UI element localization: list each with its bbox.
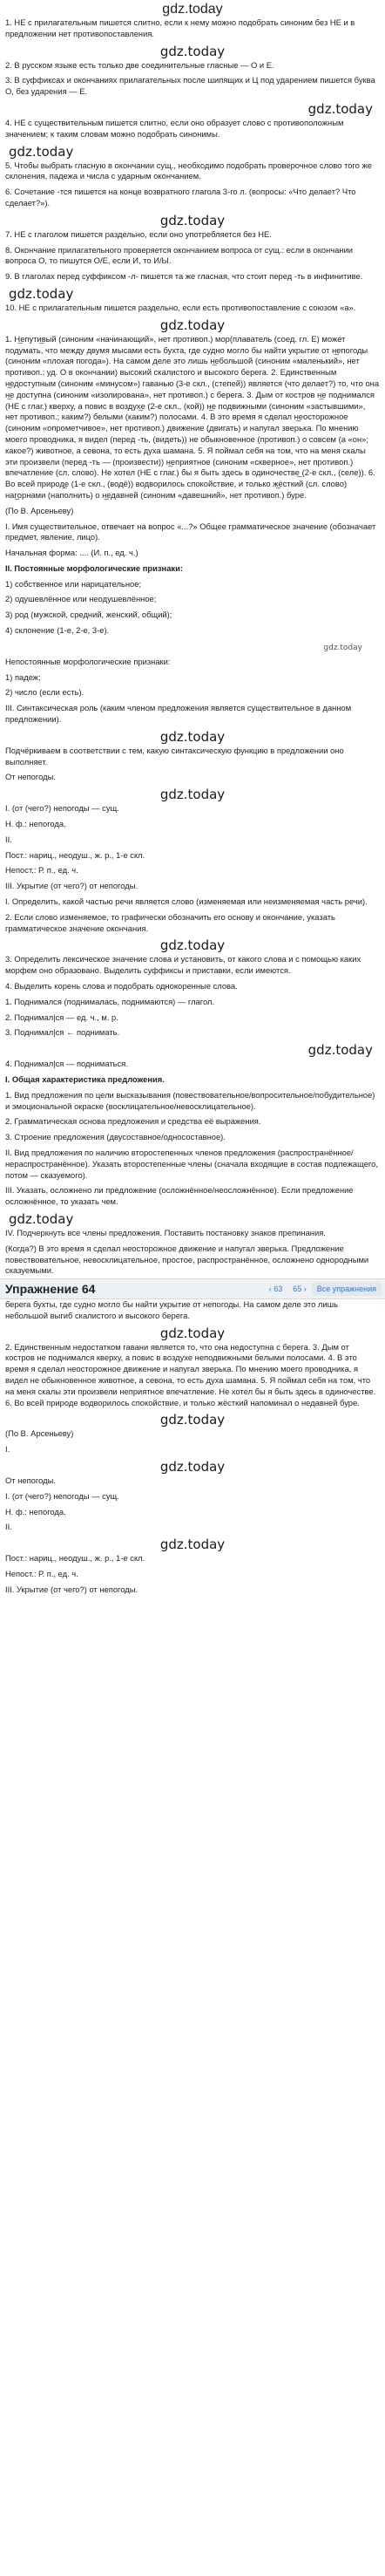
morph-line-6: III. Укрытие (от чего?) от непогоды. [5,1584,138,1594]
watermark: gdz.today [159,212,226,228]
exercise-answer [0,17,385,1277]
prev-exercise-label: 63 [274,1285,283,1293]
watermark: gdz.today [307,100,373,117]
text-part-2: 2. Единственным недостатком гавани является то, что она недоступна с берега. 3. Дым от костров не поднимался кверху, а повис в воздухе неподвижными белыми полосами. 4. В это время я сделал неосторожное движение и напугал зверька. По мнению моего проводника, я видел не обыкновенное животное, а севона, то есть духа шамана. 5. Я поймал себя на том, что на меня скалы эти произвели неприятное впечатление. Не хотел бы я быть здесь в одиночестве. 6. Во всей природе водворилось спокойствие, и только жёсткий напоминал о недавней буре. [5,1341,376,1407]
watermark: gdz.today [159,1325,226,1341]
morph-line-2: Н. ф.: непогода. [5,1506,66,1516]
morph-plan-7: 4) склонение (1-е, 2-е, 3-е). [5,625,110,636]
syntax-plan-6: IV. Подчеркнуть все члены предложения. Поставить постановку знаков препинания. [5,1227,326,1237]
morph-plan-3: II. Постоянные морфологические признаки: [5,562,184,573]
syntax-plan-title: I. Общая характеристика предложения. [5,1074,165,1084]
watermark: gdz.today [159,787,226,803]
morph-line-3: II. [5,1522,12,1532]
morph-word: От непогоды. [5,1475,56,1485]
morph-plan-2: Начальная форма: .... (И. п., ед. ч.) [5,548,138,558]
morph-example-1: От непогоды. [5,772,56,782]
watermark: gdz.today [159,1458,226,1475]
watermark: gdz.today [323,643,362,652]
rule-5: 5. Чтобы выбрать гласную в окончании сущ., необходимо подобрать проверочное слово того же склонения, падежа и числа с ударным окончанием. [5,160,372,181]
morph-plan-1: I. Имя существительное, отвечает на вопрос «...?» Общее грамматическое значение (обозначает предмет, явление, лицо). [5,521,376,542]
watermark: gdz.today [159,1412,226,1428]
watermark: gdz.today [159,43,226,59]
syntax-plan-2: 2. Грамматическая основа предложения и средства её выражения. [5,1116,261,1127]
morph-example-3: Н. ф.: непогода. [5,819,66,829]
section-label: I. [5,1444,10,1455]
rule-6: 6. Сочетание -тся пишется на конце возвратного глагола 3-го л. (вопросы: «Что делает? Что сделает?»). [5,187,356,208]
word-example-1: 1. Поднимался (поднималась, поднимаются) — глагол. [5,996,215,1006]
morph-example-6: Непост.: Р. п., ед. ч. [5,865,78,876]
syntax-plan-4: II. Вид предложения по наличию второстепенных членов предложения (распространённое/нераспространённое). Указать второстепенные члены (сначала входящие в состав подлежащего, потом — сказуемого). [5,1147,378,1180]
morph-line-4: Пост.: нариц., неодуш., ж. р., 1-е скл. [5,1553,145,1564]
exercise-title: Упражнение 64 [5,1282,96,1296]
morph-example-7: III. Укрытие (от чего?) от непогоды. [5,881,138,891]
rule-7: 7. НЕ с глаголом пишется раздельно, если оно употребляется без НЕ. [5,228,272,239]
word-example-3: 3. Поднимал|ся ← поднимать. [5,1027,120,1038]
author-note: (По В. Арсеньеву) [5,1428,74,1439]
word-plan-2: 2. Если слово изменяемое, то графически обозначить его основу и окончание, указать грамматическое значение окончания. [5,911,335,933]
site-logo[interactable]: gdz.today [162,2,223,17]
author-note: (По В. Арсеньеву) [5,505,74,515]
prev-exercise-link[interactable]: ‹ 63 [268,1285,283,1293]
syntax-plan-3: 3. Строение предложения (двусоставное/односоставное). [5,1132,226,1142]
rule-3: 3. В суффиксах и окончаниях прилагательных после шипящих и Ц под ударением пишется буква О, без ударения — Е. [5,75,375,97]
morph-plan-6: 3) род (мужской, средний, женский, общий); [5,610,172,620]
watermark: gdz.today [159,937,226,954]
morph-plan-11: III. Синтаксическая роль (каким членом предложения является существительное в данном предложении). [5,703,352,725]
next-exercise-link[interactable]: 65 › [293,1285,307,1293]
watermark: gdz.today [9,143,74,160]
syntax-plan-5: III. Указать, осложнено ли предложение (осложнённое/неосложнённое). Если предложение осложнённое, то указать чем. [5,1185,354,1207]
syntax-example: (Когда?) В это время я сделал неосторожное движение и напугал зверька. Предложение повествовательное, невосклицательное, простое, распространённое, осложнено однородными сказуемыми. [5,1243,369,1276]
exercise-nav [0,1278,385,1299]
word-example-2: 2. Поднимал|ся — ед. ч., м. р. [5,1012,118,1022]
morph-plan-12: Подчёркиваем в соответствии с тем, какую синтаксическую функцию в предложении оно выполняет. [5,745,344,767]
morph-line-1: I. (от (чего?) непогоды — сущ. [5,1490,119,1501]
syntax-plan-1: 1. Вид предложения по цели высказывания (повествовательное/вопросительное/побудительное) и эмоциональной окраске (восклицательное/невосклицательное). [5,1089,375,1111]
rule-1: 1. НЕ с прилагательным пишется слитно, если к нему можно подобрать синоним без НЕ и в предложении нет противопоставления. [5,17,355,38]
morph-example-4: II. [5,834,12,844]
watermark: gdz.today [159,728,226,745]
morph-line-5: Непост.: Р. п., ед. ч. [5,1568,78,1578]
rule-4: 4. НЕ с существительным пишется слитно, если оно образует слово с противоположным значением; к таким словам можно подобрать синонимы. [5,117,344,139]
rule-2: 2. В русском языке есть только две соединительные гласные — О и Е. [5,59,274,70]
word-plan-1: I. Определить, какой частью речи является слово (изменяемая или неизменяемая часть речи). [5,896,368,907]
next-exercise-label: 65 [293,1285,302,1293]
watermark: gdz.today [159,1537,226,1553]
word-example-4: 4. Поднимал|ся — подниматься. [5,1059,128,1069]
text-part-1: берега бухты, где судно могло бы найти укрытие от непогоды. На самом деле это лишь небольшой выгиб скалистого и высокого берега. [5,1299,339,1320]
morph-plan-9: 1) падеж; [5,671,41,682]
morph-plan-10: 2) число (если есть). [5,687,84,698]
rule-10: 10. НЕ с прилагательным пишется раздельно, если есть противопоставление с союзом «а». [5,302,356,312]
main-text: 1. Н̲епути̲вый (синоним «начинающий», нет противоп.) мор(плаватель (соед. гл. Е) может подумать, что между двумя мысами есть бухта, где судно могло бы найти укрытие от н̲епогоды (синоним «плохая погода»). На самом деле это лишь н̲ебольшой (синоним «маленький», нет противоп.; уд. О в окончании) высокий скалистого и высокого берега. 2. Единственным н̲едоступным (синоним «минусом») гаванью (3-е скл., (степей)) является (что делает?) то, что она н̲е доступна (синоним «изолирована», нет противоп.) с берега. 3. Дым от костров н̲е поднимался (НЕ с глаг.) кверху, а повис в воздух̲е (2-е скл., (кой)) н̲е подвижными (синоним «застывшими», нет противоп.; каким?) белыми (каким?) полосами. 4. В это время я сделал н̲еосторожное (синоним «опрометчивое», нет противоп.) движение (двигать) и напугал зверька. По мнению моего проводника, я видел (перед -ть, (видеть)) не обыкновенное (противоп.) о совсем (а «он»; какое?) животное, а севона, то есть духа шамана. 5. Я поймал себя на том, что на меня скалы эти произвели (перед -ть — (произвести)) н̲еприятное (синоним «скверное», нет противоп.) впечатление (сл. слово). Не хотел (НЕ с глаг.) бы я быть здесь в одиночестве̲ (2-е скл., (селе)). 6. Во всей природ̲е (1-е скл., (водё)) водворилось спокойствие, и только ж̲ёсткий (сл. слово) наг̲орнами (наполнить) о н̲едавней (синоним «давешний», нет противоп.) буре. [5,333,380,500]
morph-plan-4: 1) собственное или нарицательное; [5,578,142,589]
rule-8: 8. Окончание прилагательного проверяется окончанием вопроса от сущ.: если в окончании вопроса О, то пишутся О/Е, если И, то И/Ы. [5,244,354,266]
exercise-answer-copy [0,1299,385,1600]
morph-example-5: Пост.: нариц., неодуш., ж. р., 1-е скл. [5,849,145,860]
word-plan-3: 3. Определить лексическое значение слова и установить, от какого слова и с помощью каких морфем оно образовано. Выделить суффиксы и приставки, если имеются. [5,954,361,976]
word-plan-4: 4. Выделить корень слова и подобрать однокоренные слова. [5,981,238,992]
morph-plan-5: 2) одушевлённое или неодушевлённое; [5,594,157,604]
watermark: gdz.today [307,1042,373,1059]
morph-plan-8: Непостоянные морфологические признаки: [5,656,171,666]
watermark: gdz.today [9,1210,74,1227]
watermark: gdz.today [159,317,226,333]
watermark: gdz.today [9,285,74,302]
all-exercises-button[interactable]: Все упражнения [312,1282,382,1296]
morph-example-2: I. (от (чего?) непогоды — сущ. [5,803,119,814]
rule-9: 9. В глаголах перед суффиксом -л- пишется та же гласная, что стоит перед -ть в инфинитиве. [5,271,363,282]
